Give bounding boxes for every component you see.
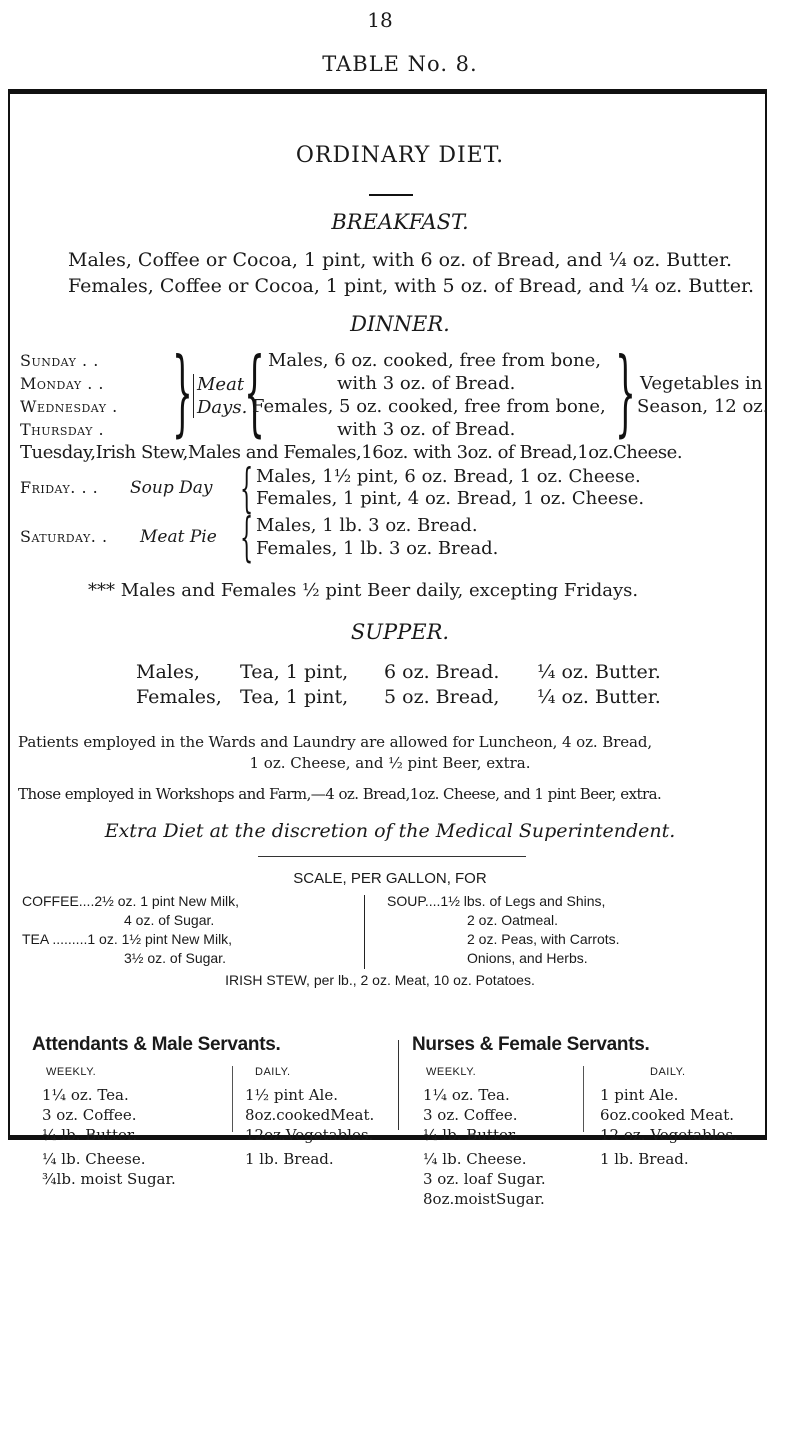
nurses-weekly-6: 8oz.moistSugar. (423, 1190, 545, 1208)
scale-tea-2: 3½ oz. of Sugar. (124, 950, 226, 966)
allowance-divider (398, 1040, 399, 1130)
attendants-weekly-5: ¾lb. moist Sugar. (42, 1170, 176, 1188)
attendants-daily-2: 8oz.cookedMeat. (245, 1106, 375, 1124)
nurses-daily-1: 1 pint Ale. (600, 1086, 679, 1104)
nurses-weekly-3: ¼ lb. Butter. (423, 1126, 519, 1144)
patients-note-line-2: 1 oz. Cheese, and ½ pint Beer, extra. (249, 754, 531, 772)
attendants-daily-1: 1½ pint Ale. (245, 1086, 338, 1104)
saturday-males: Males, 1 lb. 3 oz. Bread. (256, 515, 478, 536)
friday-males: Males, 1½ pint, 6 oz. Bread, 1 oz. Cheese. (256, 466, 641, 487)
scale-coffee-1: COFFEE....2½ oz. 1 pint New Milk, (22, 893, 240, 909)
scale-coffee-2: 4 oz. of Sugar. (124, 912, 215, 928)
friday-brace: { (240, 459, 254, 519)
nurses-title: Nurses & Female Servants. (412, 1034, 650, 1055)
scale-soup-1: SOUP....1½ lbs. of Legs and Shins, (387, 893, 606, 909)
saturday-females: Females, 1 lb. 3 oz. Bread. (256, 538, 499, 559)
scale-title: SCALE, PER GALLON, FOR (293, 870, 487, 887)
attendants-title: Attendants & Male Servants. (32, 1034, 281, 1055)
attendants-weekly-label: WEEKLY. (46, 1066, 97, 1078)
patients-note-line-1: Patients employed in the Wards and Laundry are allowed for Luncheon, 4 oz. Bread, (18, 733, 652, 751)
breakfast-title: BREAKFAST. (331, 210, 469, 234)
day-wednesday: Wednesday . (20, 397, 118, 416)
breakfast-females: Females, Coffee or Cocoa, 1 pint, with 5 oz. of Bread, and ¼ oz. Butter. (68, 275, 755, 297)
scale-tea-1: TEA .........1 oz. 1½ pint New Milk, (22, 931, 233, 947)
vegetables-brace: } (615, 338, 636, 447)
attendants-weekly-2: 3 oz. Coffee. (42, 1106, 137, 1124)
days-brace: } (172, 338, 193, 447)
diet-heading: ORDINARY DIET. (295, 143, 505, 168)
scale-soup-3: 2 oz. Peas, with Carrots. (467, 931, 620, 947)
supper-males-bread: 6 oz. Bread. (384, 661, 500, 683)
attendants-col-divider (232, 1066, 233, 1132)
breakfast-males: Males, Coffee or Cocoa, 1 pint, with 6 oz. of Bread, and ¼ oz. Butter. (68, 249, 733, 271)
supper-males-butter: ¼ oz. Butter. (537, 661, 661, 683)
nurses-weekly-1: 1¼ oz. Tea. (423, 1086, 510, 1104)
extra-diet-note: Extra Diet at the discretion of the Medical Superintendent. (104, 820, 676, 842)
day-thursday: Thursday . (20, 420, 105, 439)
dinner-title: DINNER. (350, 312, 450, 336)
scale-soup-2: 2 oz. Oatmeal. (467, 912, 559, 928)
meat-females-line-2: with 3 oz. of Bread. (337, 419, 516, 440)
top-rule (8, 89, 767, 94)
day-sunday: Sunday . . (20, 351, 99, 370)
attendants-weekly-1: 1¼ oz. Tea. (42, 1086, 129, 1104)
saturday-day: Saturday. . (20, 527, 108, 546)
nurses-weekly-2: 3 oz. Coffee. (423, 1106, 518, 1124)
scale-irish-stew: IRISH STEW, per lb., 2 oz. Meat, 10 oz. Potatoes. (225, 972, 535, 988)
section-divider (258, 856, 526, 857)
supper-males-tea: Tea, 1 pint, (240, 661, 349, 683)
nurses-daily-2: 6oz.cooked Meat. (600, 1106, 735, 1124)
supper-females-tea: Tea, 1 pint, (240, 686, 349, 708)
scale-divider (364, 895, 365, 969)
saturday-type: Meat Pie (140, 527, 217, 547)
meat-days-label-2: Days. (197, 397, 248, 418)
vegetables-line-2: Season, 12 oz. (637, 396, 769, 417)
nurses-weekly-4: ¼ lb. Cheese. (423, 1150, 527, 1168)
workshop-note: Those employed in Workshops and Farm,—4 oz. Bread,1oz. Cheese, and 1 pint Beer, extra. (18, 785, 662, 803)
nurses-col-divider (583, 1066, 584, 1132)
attendants-weekly-3: ¼ lb. Butter. (42, 1126, 138, 1144)
left-border (8, 89, 10, 1139)
friday-females: Females, 1 pint, 4 oz. Bread, 1 oz. Cheese. (256, 488, 645, 509)
friday-day: Friday. . . (20, 478, 99, 497)
nurses-weekly-label: WEEKLY. (426, 1066, 477, 1078)
nurses-daily-4: 1 lb. Bread. (600, 1150, 689, 1168)
vegetables-line-1: Vegetables in (640, 373, 763, 394)
beer-note: *⁣*⁣* Males and Females ½ pint Beer daily, excepting Fridays. (88, 580, 639, 601)
tuesday-line: Tuesday,Irish Stew,Males and Females,16oz. with 3oz. of Bread,1oz.Cheese. (20, 442, 683, 463)
attendants-daily-label: DAILY. (255, 1066, 291, 1078)
supper-females-butter: ¼ oz. Butter. (537, 686, 661, 708)
supper-females-who: Females, (136, 686, 222, 708)
meat-days-left-bar (193, 374, 194, 418)
supper-females-bread: 5 oz. Bread, (384, 686, 500, 708)
nurses-daily-3: 12 oz. Vegetables. (600, 1126, 738, 1144)
nurses-weekly-5: 3 oz. loaf Sugar. (423, 1170, 546, 1188)
meat-males-line-2: with 3 oz. of Bread. (337, 373, 516, 394)
attendants-weekly-4: ¼ lb. Cheese. (42, 1150, 146, 1168)
heading-dash (369, 194, 413, 196)
friday-type: Soup Day (130, 478, 213, 498)
supper-males-who: Males, (136, 661, 200, 683)
table-title: TABLE No. 8. (322, 52, 478, 76)
page-number: 18 (367, 8, 393, 32)
attendants-daily-4: 1 lb. Bread. (245, 1150, 334, 1168)
meat-males-line-1: Males, 6 oz. cooked, free from bone, (268, 350, 601, 371)
attendants-daily-3: 12oz.Vegetables. (245, 1126, 374, 1144)
saturday-brace: { (240, 508, 254, 568)
meat-days-label-1: Meat (197, 374, 245, 395)
meat-brace: { (244, 338, 265, 447)
nurses-daily-label: DAILY. (650, 1066, 686, 1078)
day-monday: Monday . . (20, 374, 104, 393)
scale-soup-4: Onions, and Herbs. (467, 950, 588, 966)
right-border (765, 89, 767, 1139)
supper-title: SUPPER. (350, 620, 450, 644)
meat-females-line-1: Females, 5 oz. cooked, free from bone, (252, 396, 606, 417)
